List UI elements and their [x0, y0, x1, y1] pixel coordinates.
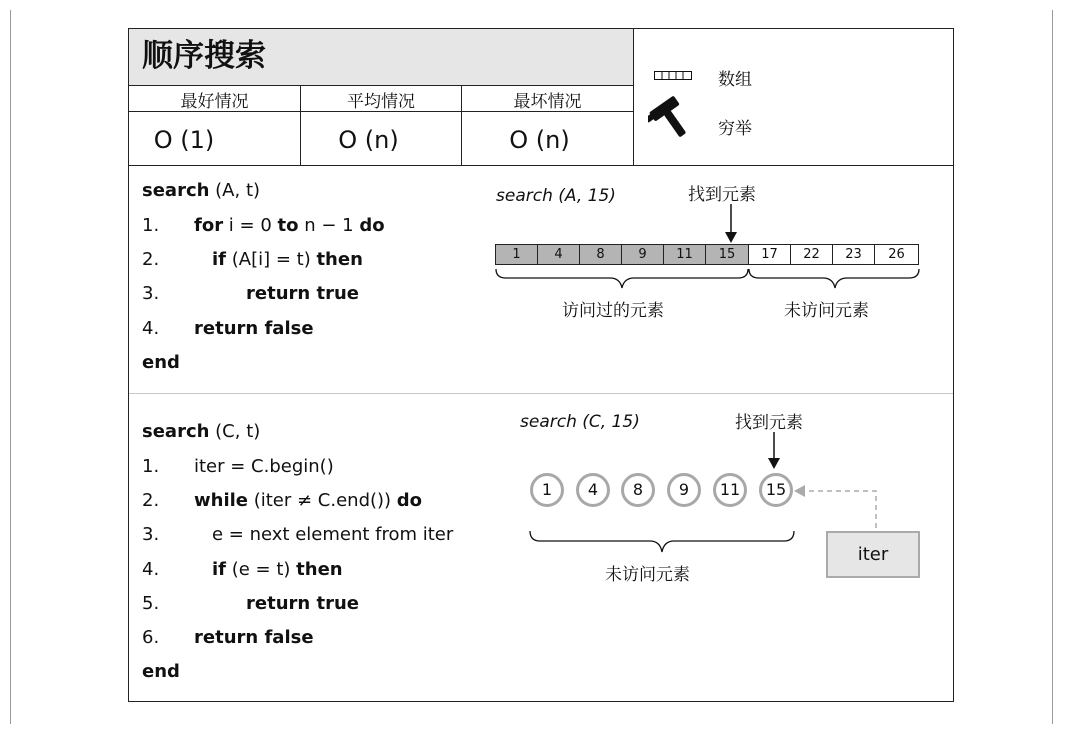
keyword: for	[194, 215, 224, 236]
section-divider	[129, 393, 953, 394]
array-cell-visited: 8	[579, 244, 622, 265]
line-number: 4.	[142, 559, 160, 580]
code-text: (e = t)	[226, 559, 297, 580]
line-number: 1.	[142, 215, 160, 236]
iter-code-end	[142, 662, 180, 682]
signature-keyword: search	[142, 180, 210, 201]
code-text: (iter ≠ C.end())	[248, 490, 397, 511]
array-cell-visited: 15	[705, 244, 749, 265]
code-text: n − 1	[298, 215, 360, 236]
array-signature	[142, 181, 260, 201]
header-bottom-rule	[129, 165, 953, 166]
keyword: then	[316, 249, 363, 270]
best-case-label: 最好情况	[180, 92, 249, 112]
keyword: return true	[246, 593, 359, 614]
keyword: if	[212, 559, 227, 580]
collection-element: 1	[530, 473, 564, 507]
line-number: 5.	[142, 593, 160, 614]
iter-box	[826, 531, 920, 578]
collection-element: 9	[667, 473, 701, 507]
call-args: (C, 15)	[576, 412, 640, 432]
array-icon	[654, 71, 694, 81]
hammer-icon	[648, 95, 694, 141]
keyword: end	[142, 352, 180, 373]
collection-element: 4	[576, 473, 610, 507]
unvisited-elements-label: 未访问元素	[784, 301, 869, 321]
call-name: search	[520, 412, 577, 432]
legend-brute-force-label: 穷举	[718, 119, 752, 139]
line-number: 3.	[142, 524, 160, 545]
keyword: do	[359, 215, 385, 236]
iter-code-line-1	[142, 457, 334, 477]
array-cell-unvisited: 23	[832, 244, 875, 265]
array-found-label: 找到元素	[688, 185, 756, 205]
iter-box-label: iter	[857, 544, 889, 565]
visited-elements-label: 访问过的元素	[562, 301, 664, 321]
keyword: then	[296, 559, 343, 580]
iter-code-line-3	[142, 525, 453, 545]
keyword: return true	[246, 283, 359, 304]
array-cell-visited: 9	[621, 244, 664, 265]
call-args: (A, 15)	[552, 186, 616, 206]
average-case-label: 平均情况	[347, 92, 415, 112]
page-edge-right	[1052, 10, 1053, 724]
legend-array-label: 数组	[718, 70, 752, 90]
best-case-value: O (1)	[153, 126, 215, 154]
keyword: to	[277, 215, 299, 236]
array-code-line-3	[142, 284, 359, 304]
keyword: while	[194, 490, 248, 511]
array-cell-visited: 1	[495, 244, 538, 265]
keyword: end	[142, 661, 180, 682]
keyword: return false	[194, 318, 314, 339]
array-cell-unvisited: 22	[790, 244, 833, 265]
iter-code-line-4	[142, 560, 343, 580]
iter-found-label: 找到元素	[735, 413, 803, 433]
collection-element: 8	[621, 473, 655, 507]
iter-found-arrow	[766, 432, 782, 472]
array-call-caption	[496, 186, 616, 206]
line-number: 1.	[142, 456, 160, 477]
signature-args: (C, t)	[209, 421, 261, 442]
keyword: do	[396, 490, 423, 511]
line-number: 3.	[142, 283, 160, 304]
visited-brace	[494, 268, 752, 290]
iter-call-caption	[520, 412, 640, 432]
iter-code-line-6	[142, 628, 314, 648]
iter-unvisited-brace	[528, 530, 798, 554]
page-edge-left	[10, 10, 11, 724]
iter-pointer-arrow	[792, 480, 882, 530]
keyword: return false	[194, 627, 314, 648]
line-number: 2.	[142, 249, 160, 270]
signature-keyword: search	[142, 421, 210, 442]
line-number: 2.	[142, 490, 160, 511]
keyword: if	[212, 249, 227, 270]
line-number: 6.	[142, 627, 160, 648]
signature-args: (A, t)	[209, 180, 261, 201]
code-text: e = next element from iter	[212, 524, 454, 545]
collection-element: 11	[713, 473, 747, 507]
code-text: iter = C.begin()	[194, 456, 334, 477]
header-divider	[633, 29, 634, 166]
page-title: 顺序搜索	[142, 38, 266, 74]
code-text: (A[i] = t)	[226, 249, 317, 270]
array-cell-unvisited: 26	[874, 244, 919, 265]
array-code-line-4	[142, 319, 314, 339]
iter-unvisited-label: 未访问元素	[605, 565, 690, 585]
iter-code-line-2	[142, 491, 422, 511]
code-text: i = 0	[223, 215, 278, 236]
array-found-arrow	[723, 204, 739, 244]
title-rule	[129, 85, 633, 86]
collection-element-found: 15	[759, 473, 793, 507]
array-code-line-2	[142, 250, 363, 270]
array-cell-unvisited: 17	[748, 244, 791, 265]
worst-case-label: 最坏情况	[513, 92, 582, 112]
average-case-value: O (n)	[338, 126, 399, 154]
iter-code-line-5	[142, 594, 359, 614]
line-number: 4.	[142, 318, 160, 339]
array-code-end	[142, 353, 180, 373]
array-code-line-1	[142, 216, 385, 236]
iter-signature	[142, 422, 260, 442]
array-cell-visited: 4	[537, 244, 580, 265]
unvisited-brace	[747, 268, 923, 290]
call-name: search	[496, 186, 553, 206]
array-cell-visited: 11	[663, 244, 706, 265]
worst-case-value: O (n)	[509, 126, 570, 154]
